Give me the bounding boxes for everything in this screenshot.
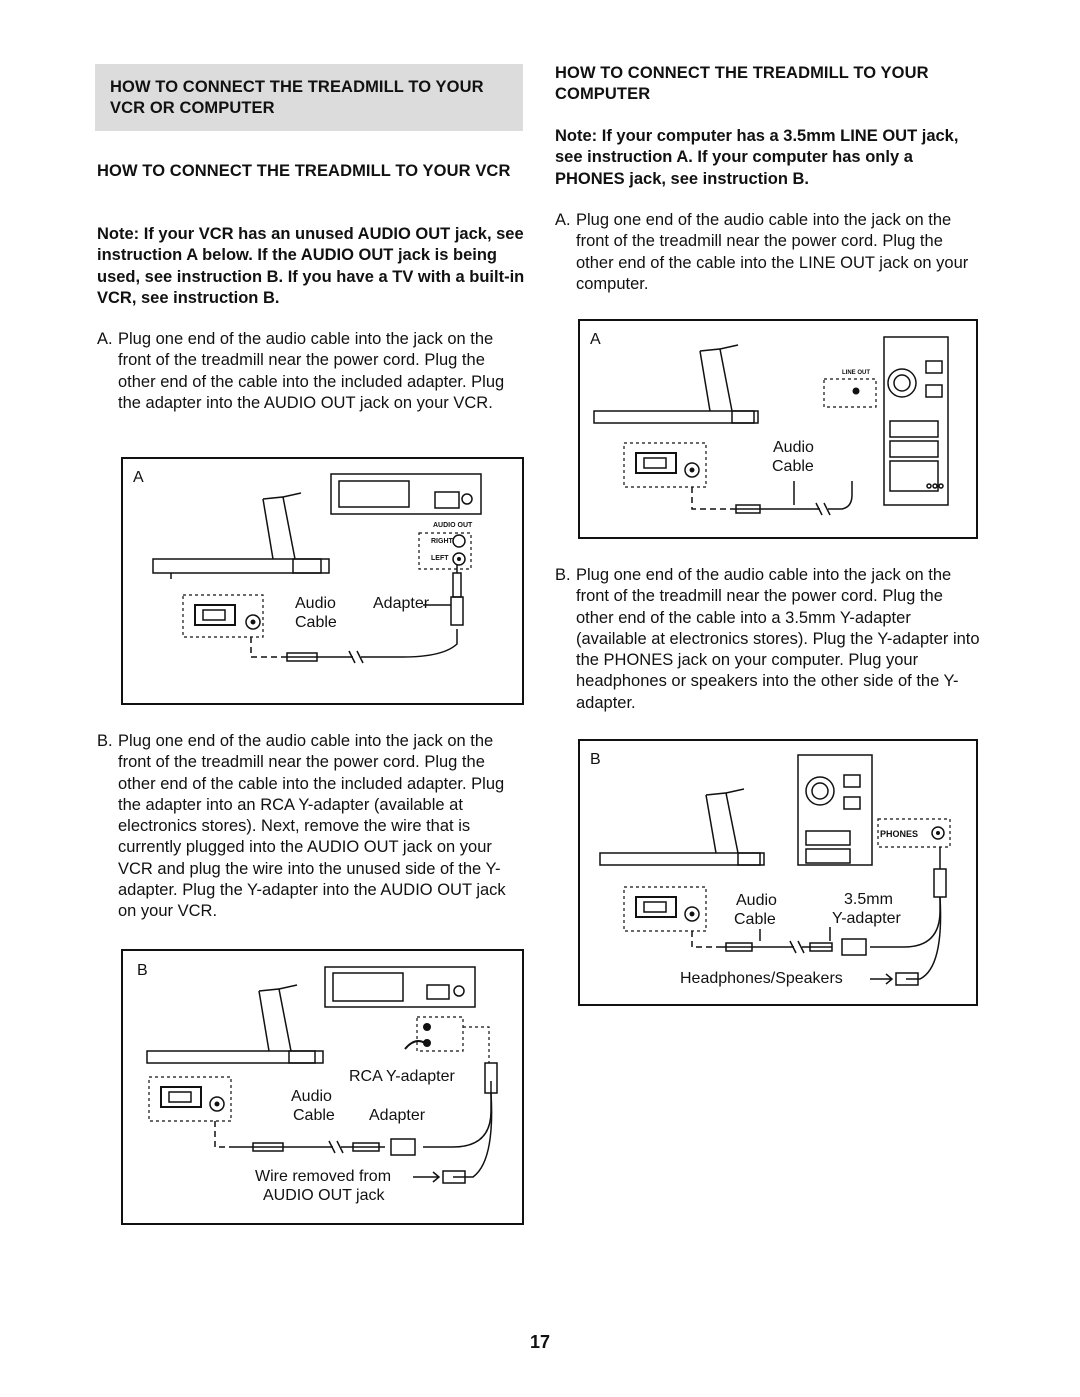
vcr-step-b: [97, 731, 527, 923]
step-label: A.: [555, 211, 571, 229]
right-jack-label: RIGHT: [431, 538, 453, 545]
figure-label: A: [133, 469, 144, 486]
step-text: Plug one end of the audio cable into the jack on the front of the treadmill near the power cord. Plug the other end of the cable into the included adapter. Plug the adapter into the AUDIO OUT jack on your VCR.: [118, 330, 505, 412]
phones-label: PHONES: [880, 829, 919, 839]
computer-step-a: [555, 210, 980, 295]
audio-out-label: AUDIO OUT: [433, 522, 473, 529]
audio-label: Audio: [773, 439, 814, 456]
audio-label: Audio: [736, 892, 777, 909]
figure-label: B: [137, 962, 148, 979]
figure-computer-a: [578, 319, 978, 539]
rca-yadapter-label: RCA Y-adapter: [349, 1068, 455, 1085]
step-text: Plug one end of the audio cable into the jack on the front of the treadmill near the power cord. Plug the other end of the cable into the LINE OUT jack on your computer.: [576, 211, 969, 293]
figure-label: A: [590, 331, 601, 348]
figure-computer-b: [578, 739, 978, 1006]
step-text: Plug one end of the audio cable into the jack on the front of the treadmill near the power cord. Plug the other end of the cable into a 3.5mm Y-adapter (available at electronics stores). Plug the Y-adapter into the PHONES jack on your computer. Plug your headphones or speakers into the other side of the Y-adapter.: [576, 566, 980, 712]
computer-b-diagram: [580, 741, 980, 1008]
cable-label: Cable: [734, 911, 776, 928]
wire-removed-label: Wire removed from: [255, 1168, 392, 1185]
line-out-label: LINE OUT: [842, 370, 870, 376]
left-jack-label: LEFT: [431, 555, 449, 562]
figure-label: B: [590, 751, 601, 768]
figure-vcr-a: [121, 457, 524, 705]
figure-vcr-b: [121, 949, 524, 1225]
section-banner-title: HOW TO CONNECT THE TREADMILL TO YOUR VCR OR COMPUTER: [110, 78, 484, 117]
mm-label: 3.5mm: [844, 891, 893, 908]
adapter-label: Adapter: [369, 1107, 426, 1124]
page-number: 17: [529, 1332, 551, 1352]
cable-label: Cable: [293, 1107, 335, 1124]
vcr-heading: HOW TO CONNECT THE TREADMILL TO YOUR VCR: [97, 162, 511, 180]
vcr-step-a: [97, 329, 527, 414]
step-label: B.: [97, 732, 113, 750]
audio-label: Audio: [295, 595, 336, 612]
audio-out-jack-label: AUDIO OUT jack: [263, 1187, 385, 1204]
adapter-label: Adapter: [373, 595, 430, 612]
cable-label: Cable: [772, 458, 814, 475]
computer-a-diagram: [580, 321, 980, 541]
step-text: Plug one end of the audio cable into the jack on the front of the treadmill near the power cord. Plug the other end of the cable into the included adapter. Plug the adapter into an RCA Y-adapter (available at electronics stores). Next, remove the wire that is currently plugged into the AUDIO OUT jack on your VCR and plug the wire into the unused side of the Y-adapter. Plug the Y-adapter into the AUDIO OUT jack on your VCR.: [118, 732, 506, 921]
cable-label: Cable: [295, 614, 337, 631]
audio-label: Audio: [291, 1088, 332, 1105]
vcr-a-diagram: [123, 459, 526, 707]
computer-heading: HOW TO CONNECT THE TREADMILL TO YOUR COMPUTER: [555, 64, 929, 103]
step-label: B.: [555, 566, 571, 584]
yadapter-label: Y-adapter: [832, 910, 901, 927]
computer-step-b: [555, 565, 980, 714]
headphones-label: Headphones/Speakers: [680, 970, 843, 987]
vcr-note: Note: If your VCR has an unused AUDIO OUT jack, see instruction A below. If the AUDIO OUT jack is being used, see instruction B. If you have a TV with a built-in VCR, see instruction B.: [97, 225, 525, 307]
computer-note: Note: If your computer has a 3.5mm LINE OUT jack, see instruction A. If your computer has only a PHONES jack, see instruction B.: [555, 127, 959, 188]
step-label: A.: [97, 330, 113, 348]
